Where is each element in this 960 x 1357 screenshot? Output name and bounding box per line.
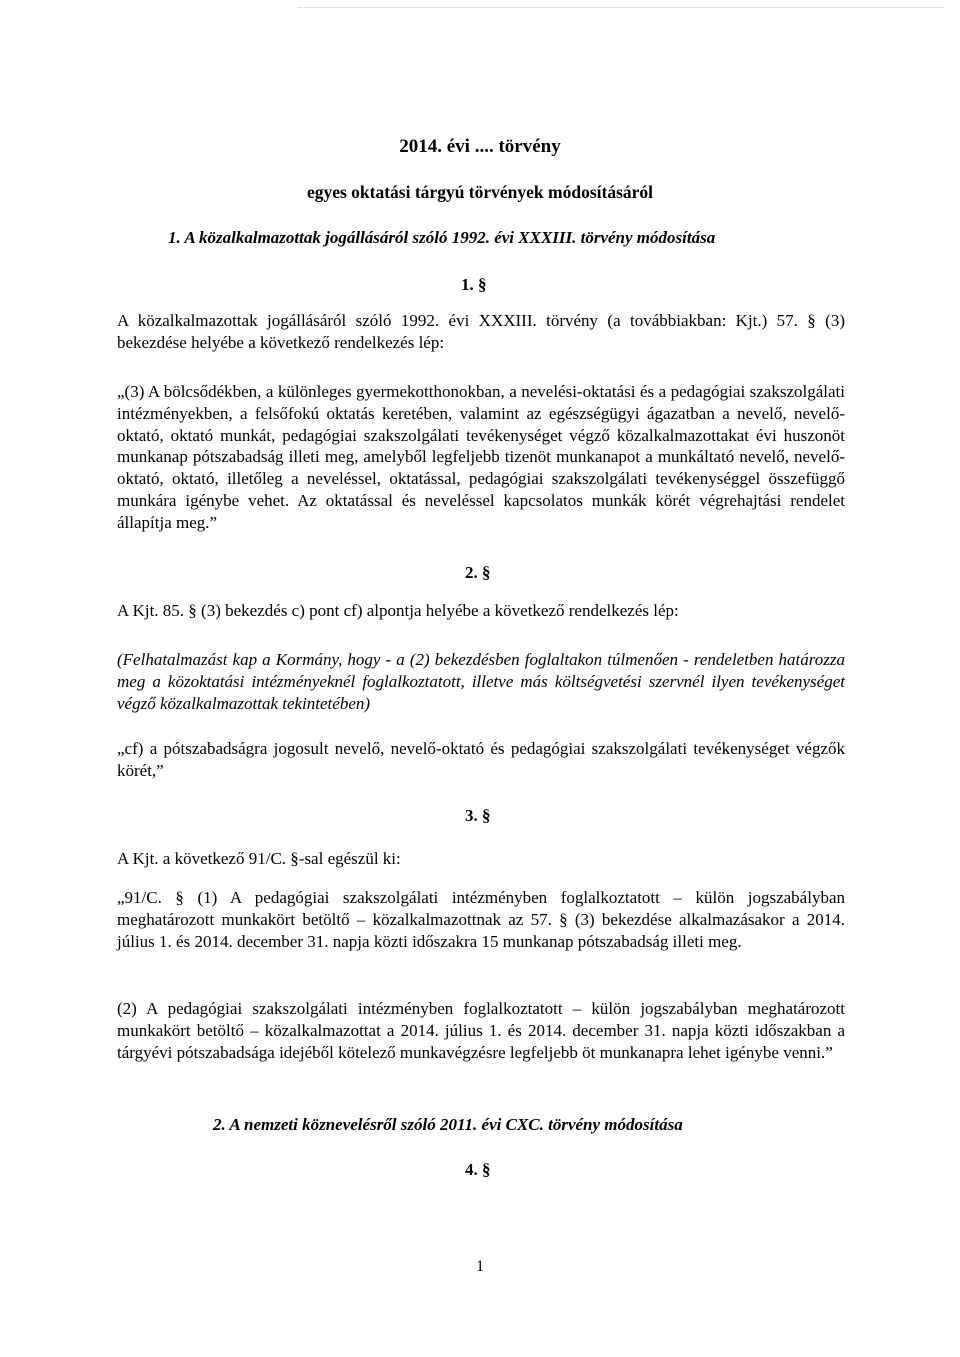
section-2-number: 2. § [465,563,491,582]
part2-heading: 2. A nemzeti köznevelésről szóló 2011. évi CXC. törvény módosítása [213,1115,683,1134]
document-title: 2014. évi .... törvény [399,136,561,157]
section-2-amended-text: „cf) a pótszabadságra jogosult nevelő, nevelő-oktató és pedagógiai szakszolgálati tevékenységet végzők körét,” [117,739,845,780]
section-3-paragraph-2: (2) A pedagógiai szakszolgálati intézményben foglalkoztatott – külön jogszabályban meghatározott munkakört betöltő – közalkalmazottat a 2014. július 1. és 2014. december 31. napja közti időszakban a tárgyévi pótszabadsága idejéből kötelező munkavégzésre legfeljebb öt munkanapra lehet igénybe venni.” [117,999,845,1062]
section-3-number: 3. § [465,806,491,825]
section-4-number: 4. § [465,1160,491,1179]
section-2-context: (Felhatalmazást kap a Kormány, hogy - a (2) bekezdésben foglaltakon túlmenően - rendeletben határozza meg a közoktatási intézményeknél foglalkoztatott, illetve más költségvetési szervnél ilyen tevékenységet végző közalkalmazottak tekintetében) [117,650,845,713]
section-3-intro: A Kjt. a következő 91/C. §-sal egészül ki: [117,849,401,868]
scan-top-border [298,7,943,8]
document-subtitle: egyes oktatási tárgyú törvények módosításáról [306,182,654,202]
page-number: 1 [476,1258,484,1275]
part1-heading: 1. A közalkalmazottak jogállásáról szóló 1992. évi XXXIII. törvény módosítása [168,228,716,247]
section-1-amended-text: „(3) A bölcsődékben, a különleges gyermekotthonokban, a nevelési-oktatási és a pedagógiai szakszolgálati intézményekben, a felsőfokú oktatás keretében, valamint az egészségügyi ágazatban a nevelő, nevelő-oktató, oktató munkát, pedagógiai szakszolgálati tevékenységet végző közalkalmazottakat évi huszonöt munkanap pótszabadság illeti meg, amelyből legfeljebb tizenöt munkanapot a munkáltató nevelő, nevelő-oktató, oktató, illetőleg a neveléssel, oktatással, pedagógiai szakszolgálati tevékenységgel összefüggő munkára igénybe vehet. Az oktatással és neveléssel kapcsolatos munkák körét végrehajtási rendelet állapítja meg.” [117,382,845,532]
section-3-paragraph-1: „91/C. § (1) A pedagógiai szakszolgálati intézményben foglalkoztatott – külön jogszabályban meghatározott munkakört betöltő – közalkalmazottnak az 57. § (3) bekezdése alkalmazásakor a 2014. július 1. és 2014. december 31. napja közti időszakra 15 munkanap pótszabadság illeti meg. [117,888,845,951]
section-2-intro: A Kjt. 85. § (3) bekezdés c) pont cf) alpontja helyébe a következő rendelkezés lép: [117,601,679,620]
section-1-intro: A közalkalmazottak jogállásáról szóló 1992. évi XXXIII. törvény (a továbbiakban: Kjt.) 57. § (3) bekezdése helyébe a következő rendelkezés lép: [117,311,845,352]
section-1-number: 1. § [461,275,487,294]
